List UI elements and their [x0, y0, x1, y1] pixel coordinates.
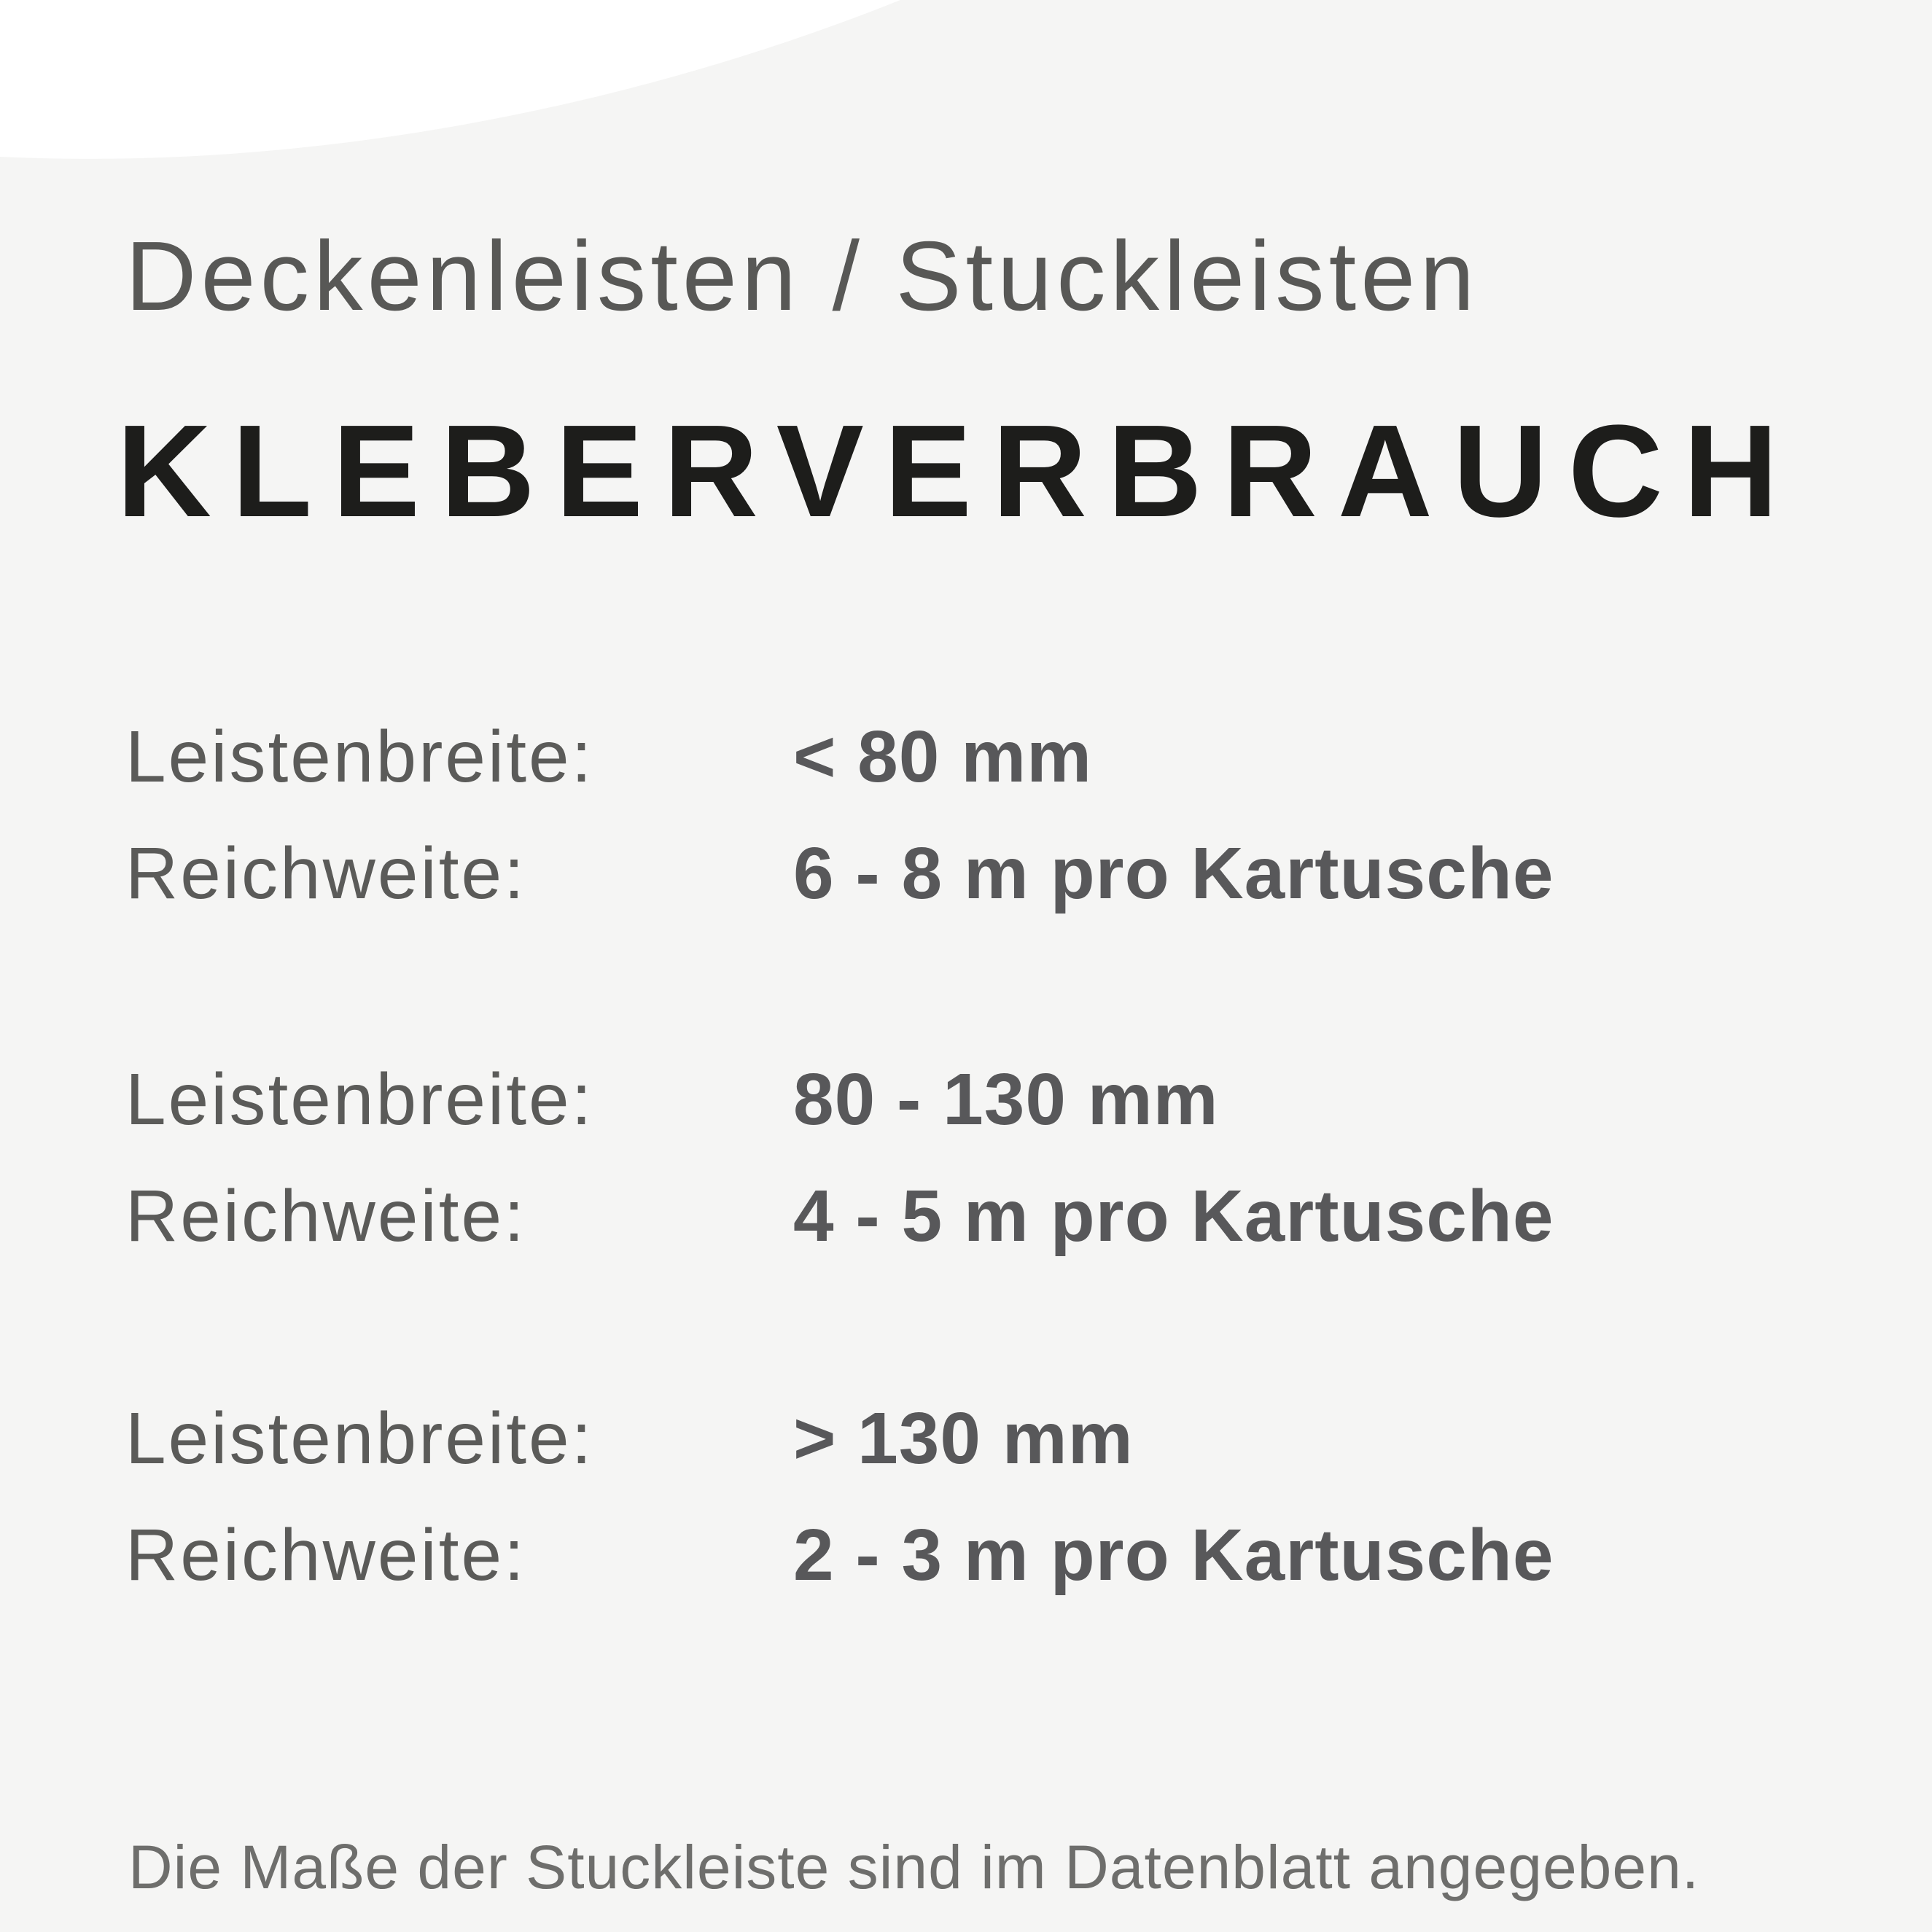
spec-value: > 130 mm — [793, 1398, 1134, 1479]
page-title: KLEBERVERBRAUCH — [117, 398, 1799, 545]
spec-row — [125, 833, 1802, 914]
page-subtitle: Deckenleisten / Stuckleisten — [125, 221, 1479, 331]
spec-value: 2 - 3 m pro Kartusche — [793, 1514, 1554, 1596]
spec-row — [125, 1175, 1802, 1257]
spec-label: Reichweite: — [125, 1175, 526, 1257]
spec-row — [125, 716, 1802, 798]
footer-note: Die Maße der Stuckleiste sind im Datenblatt angegeben. — [128, 1833, 1700, 1901]
spec-row — [125, 1514, 1802, 1596]
spec-label: Leistenbreite: — [125, 716, 594, 798]
top-left-wave-shape — [0, 0, 1932, 219]
spec-row — [125, 1059, 1802, 1140]
spec-row — [125, 1398, 1802, 1479]
spec-label: Reichweite: — [125, 833, 526, 914]
spec-value: 4 - 5 m pro Kartusche — [793, 1175, 1554, 1257]
spec-value: < 80 mm — [793, 716, 1093, 798]
spec-value: 6 - 8 m pro Kartusche — [793, 833, 1554, 914]
spec-label: Leistenbreite: — [125, 1059, 594, 1140]
spec-label: Reichweite: — [125, 1514, 526, 1596]
spec-label: Leistenbreite: — [125, 1398, 594, 1479]
spec-value: 80 - 130 mm — [793, 1059, 1219, 1140]
